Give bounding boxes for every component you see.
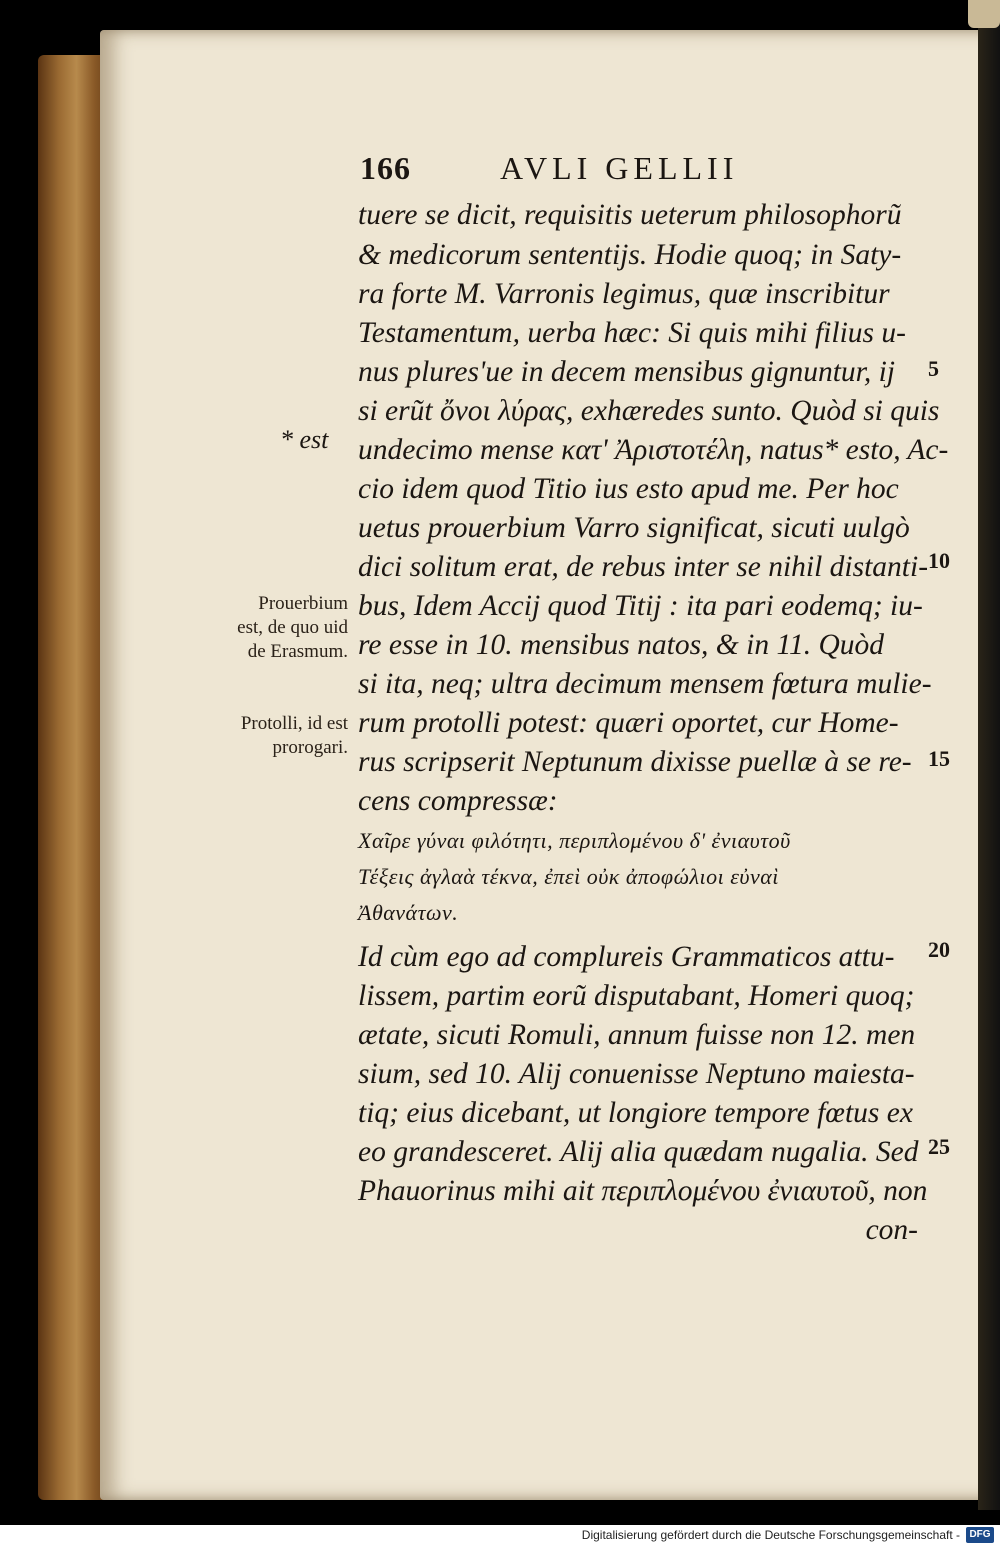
text-line: Phauorinus mihi ait περιπλομένου ἐνιαυτοῦ, non [358, 1175, 928, 1207]
line-number: 20 [928, 937, 950, 962]
text-line: si erũt ὄνοι λύρας, exhæredes sunto. Quòd si quis [358, 395, 940, 427]
text-line: si ita, neq; ultra decimum mensem fœtura mulie- [358, 668, 932, 700]
text-line: dici solitum erat, de rebus inter se nihil distanti- [358, 551, 929, 583]
book-edge [38, 55, 108, 1500]
text-line: rus scripserit Neptunum dixisse puellæ à se re- [358, 746, 912, 778]
marginal-note-line: Prouerbium [258, 593, 348, 614]
line-number: 10 [928, 548, 950, 573]
text-line: nus plures'ue in decem mensibus gignuntur, ij [358, 356, 895, 388]
text-line: tuere se dicit, requisitis ueterum philosophorũ [358, 199, 902, 231]
running-head: AVLI GELLII [500, 150, 739, 186]
funding-credit: Digitalisierung gefördert durch die Deutsche Forschungsgemeinschaft - [581, 1528, 960, 1542]
text-line: ra forte M. Varronis legimus, quæ inscribitur [358, 278, 890, 310]
catchword: con- [865, 1214, 918, 1246]
marginal-note-line: de Erasmum. [247, 641, 348, 662]
bookmark-tab [968, 0, 1000, 28]
footer-bar [0, 1525, 1000, 1547]
marginal-note-protolli [190, 712, 348, 760]
text-line: re esse in 10. mensibus natos, & in 11. Quòd [358, 629, 885, 661]
text-line: tiq; eius dicebant, ut longiore tempore fœtus ex [358, 1097, 913, 1129]
text-line: eo grandesceret. Alij alia quædam nugalia. Sed [358, 1136, 919, 1168]
marginal-note-line: Protolli, id est [240, 713, 348, 734]
page-number: 166 [360, 150, 411, 186]
text-line: ætate, sicuti Romuli, annum fuisse non 12. men [358, 1019, 916, 1051]
text-line: cens compressæ: [358, 785, 558, 817]
greek-verse-line: Ἀθανάτων. [358, 900, 459, 925]
line-number: 5 [928, 356, 939, 381]
text-line: uetus prouerbium Varro significat, sicuti uulgò [358, 512, 910, 544]
text-line: undecimo mense κατ' Ἀριστοτέλη, natus* esto, Ac- [358, 434, 949, 466]
greek-verse-line: Χαῖρε γύναι φιλότητι, περιπλομένου δ' ἐνιαυτοῦ [358, 828, 791, 853]
line-number: 25 [928, 1134, 950, 1159]
text-line: cio idem quod Titio ius esto apud me. Per hoc [358, 473, 899, 505]
text-line: bus, Idem Accij quod Titij : ita pari eodemq; iu- [358, 590, 923, 622]
marginal-note-proverb [190, 592, 348, 664]
marginal-note-line: est, de quo uid [237, 617, 348, 638]
text-line: Testamentum, uerba hæc: Si quis mihi filius u- [358, 317, 906, 349]
text-line: Id cùm ego ad complureis Grammaticos attu- [358, 941, 895, 973]
page-header [360, 150, 920, 190]
dfg-logo-icon: DFG [966, 1527, 994, 1543]
binding-shadow [978, 0, 1000, 1510]
text-line: rum protolli potest: quæri oportet, cur Home- [358, 707, 899, 739]
greek-verse-line: Τέξεις ἀγλαὰ τέκνα, ἐπεὶ οὐκ ἀποφώλιοι εὐναὶ [358, 864, 779, 889]
text-line: sium, sed 10. Alij conuenisse Neptuno maiesta- [358, 1058, 915, 1090]
marginal-asterisk-note: * est [280, 425, 329, 454]
text-line: lissem, partim eorũ disputabant, Homeri quoq; [358, 980, 915, 1012]
line-number: 15 [928, 746, 950, 771]
text-line: & medicorum sententijs. Hodie quoq; in Saty- [358, 239, 902, 271]
marginal-note-line: prorogari. [272, 737, 348, 758]
